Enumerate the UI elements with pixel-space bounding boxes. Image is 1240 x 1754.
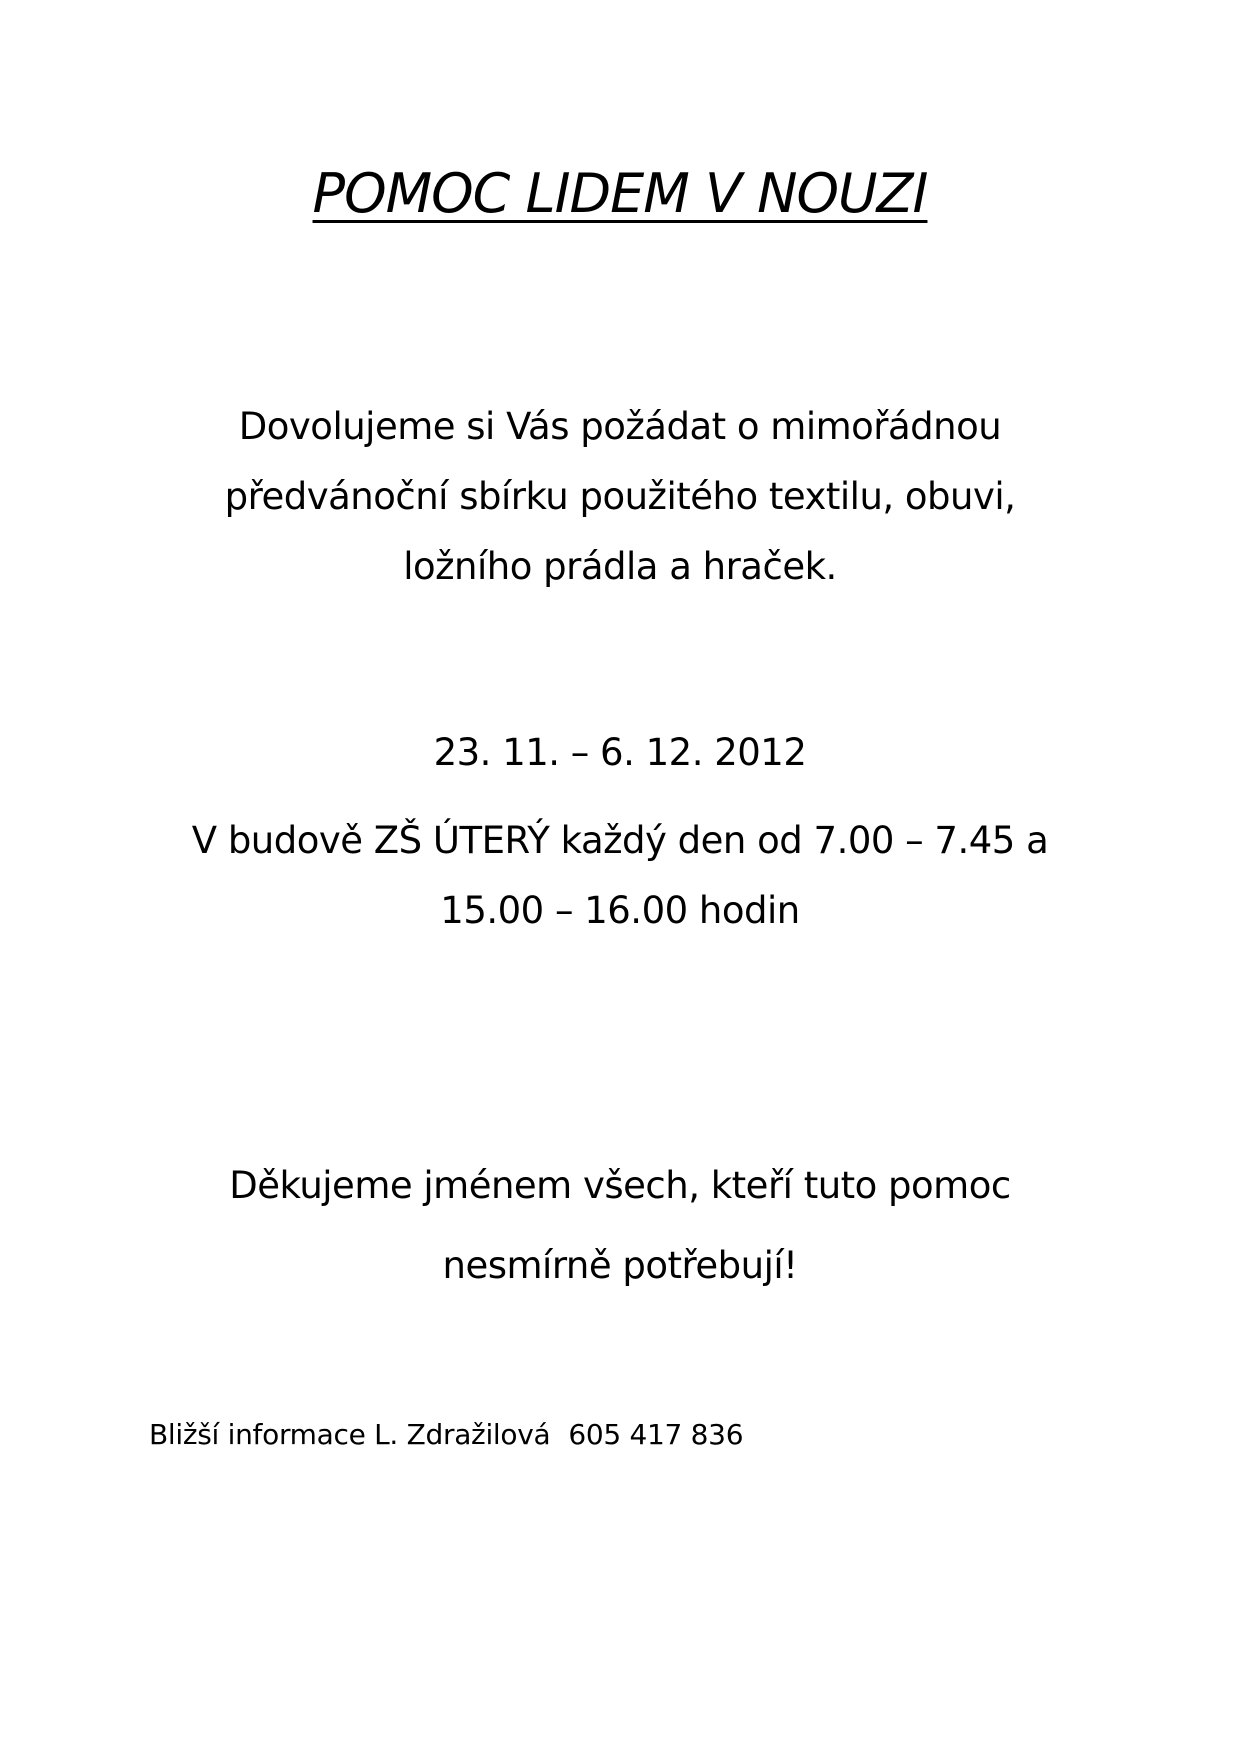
request-line-1: Dovolujeme si Vás požádat o mimořádnou: [238, 405, 1002, 448]
request-line-3: ložního prádla a hraček.: [403, 545, 837, 588]
page-title-text: POMOC LIDEM V NOUZI: [312, 162, 928, 225]
request-line-2: předvánoční sbírku použitého textilu, obuvi,: [224, 475, 1016, 518]
thanks-line-1: Děkujeme jménem všech, kteří tuto pomoc: [229, 1164, 1011, 1207]
date-range: 23. 11. – 6. 12. 2012: [433, 731, 807, 774]
contact-phone: 605 417 836: [568, 1418, 744, 1451]
schedule-line-2: 15.00 – 16.00 hodin: [440, 889, 800, 932]
schedule-line-1: V budově ZŠ ÚTERÝ každý den od 7.00 – 7.45 a: [191, 819, 1049, 862]
contact-label: Bližší informace L. Zdražilová: [149, 1418, 551, 1451]
collection-schedule: [0, 819, 1240, 962]
contact-info: [149, 1418, 743, 1452]
thanks-message: [0, 1164, 1240, 1327]
page-title: [0, 158, 1240, 230]
collection-dates: [0, 731, 1240, 774]
collection-request: [0, 405, 1240, 618]
thanks-line-2: nesmírně potřebují!: [442, 1244, 798, 1287]
